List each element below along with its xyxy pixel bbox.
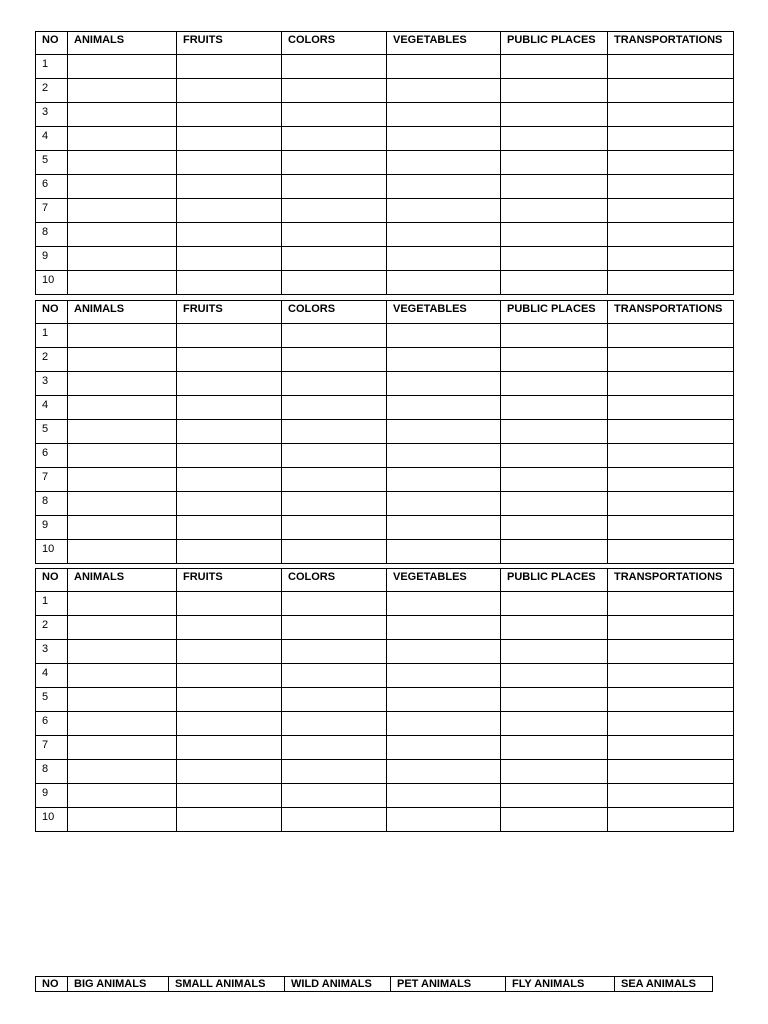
answer-cell[interactable]: [282, 712, 387, 736]
answer-cell[interactable]: [501, 808, 608, 832]
answer-cell[interactable]: [177, 396, 282, 420]
row-number: 6: [36, 175, 68, 199]
answer-cell[interactable]: [387, 223, 501, 247]
column-header: ANIMALS: [68, 569, 177, 592]
table-row: [36, 808, 734, 832]
answer-cell[interactable]: [501, 492, 608, 516]
answer-cell[interactable]: [608, 592, 734, 616]
column-header: NO: [36, 977, 68, 992]
column-header: ANIMALS: [68, 32, 177, 55]
table-row: [36, 324, 734, 348]
answer-cell[interactable]: [177, 468, 282, 492]
column-header: SEA ANIMALS: [615, 977, 713, 992]
answer-cell[interactable]: [608, 271, 734, 295]
animal-categories-table: [35, 976, 713, 992]
answer-cell[interactable]: [282, 199, 387, 223]
table-row: [36, 396, 734, 420]
table-header-row: [36, 569, 734, 592]
answer-cell[interactable]: [177, 372, 282, 396]
table-row: [36, 640, 734, 664]
answer-cell[interactable]: [282, 492, 387, 516]
row-number: 4: [36, 664, 68, 688]
answer-cell[interactable]: [177, 808, 282, 832]
answer-cell[interactable]: [387, 247, 501, 271]
answer-cell[interactable]: [608, 223, 734, 247]
table-row: [36, 784, 734, 808]
answer-cell[interactable]: [387, 103, 501, 127]
answer-cell[interactable]: [387, 348, 501, 372]
table-row: [36, 372, 734, 396]
answer-cell[interactable]: [608, 396, 734, 420]
answer-cell[interactable]: [608, 151, 734, 175]
answer-cell[interactable]: [68, 640, 177, 664]
answer-cell[interactable]: [608, 444, 734, 468]
answer-cell[interactable]: [177, 324, 282, 348]
answer-cell[interactable]: [387, 516, 501, 540]
answer-cell[interactable]: [387, 688, 501, 712]
answer-cell[interactable]: [177, 199, 282, 223]
answer-cell[interactable]: [387, 808, 501, 832]
answer-cell[interactable]: [282, 151, 387, 175]
answer-cell[interactable]: [282, 175, 387, 199]
answer-cell[interactable]: [387, 271, 501, 295]
answer-cell[interactable]: [387, 784, 501, 808]
table-header-row: [36, 977, 713, 992]
answer-cell[interactable]: [68, 199, 177, 223]
answer-cell[interactable]: [501, 372, 608, 396]
row-number: 6: [36, 712, 68, 736]
answer-cell[interactable]: [282, 79, 387, 103]
answer-cell[interactable]: [282, 516, 387, 540]
answer-cell[interactable]: [387, 540, 501, 564]
row-number: 9: [36, 516, 68, 540]
column-header: FRUITS: [177, 569, 282, 592]
answer-cell[interactable]: [501, 199, 608, 223]
answer-cell[interactable]: [282, 324, 387, 348]
answer-cell[interactable]: [177, 760, 282, 784]
table-header-row: [36, 32, 734, 55]
row-number: 8: [36, 492, 68, 516]
answer-cell[interactable]: [282, 396, 387, 420]
answer-cell[interactable]: [282, 420, 387, 444]
answer-cell[interactable]: [608, 55, 734, 79]
answer-cell[interactable]: [387, 79, 501, 103]
answer-cell[interactable]: [68, 444, 177, 468]
column-header: PUBLIC PLACES: [501, 569, 608, 592]
answer-cell[interactable]: [501, 784, 608, 808]
answer-cell[interactable]: [387, 151, 501, 175]
answer-cell[interactable]: [608, 540, 734, 564]
answer-cell[interactable]: [177, 175, 282, 199]
row-number: 9: [36, 784, 68, 808]
column-header: BIG ANIMALS: [68, 977, 169, 992]
answer-cell[interactable]: [68, 664, 177, 688]
row-number: 2: [36, 79, 68, 103]
answer-cell[interactable]: [501, 592, 608, 616]
answer-cell[interactable]: [608, 324, 734, 348]
answer-cell[interactable]: [501, 468, 608, 492]
answer-cell[interactable]: [501, 516, 608, 540]
table-row: [36, 468, 734, 492]
answer-cell[interactable]: [282, 271, 387, 295]
column-header: NO: [36, 569, 68, 592]
answer-cell[interactable]: [608, 712, 734, 736]
answer-cell[interactable]: [68, 79, 177, 103]
answer-cell[interactable]: [608, 79, 734, 103]
answer-cell[interactable]: [387, 664, 501, 688]
table-row: [36, 616, 734, 640]
row-number: 7: [36, 468, 68, 492]
answer-cell[interactable]: [387, 712, 501, 736]
answer-cell[interactable]: [177, 247, 282, 271]
answer-cell[interactable]: [68, 324, 177, 348]
answer-cell[interactable]: [282, 468, 387, 492]
answer-cell[interactable]: [387, 592, 501, 616]
table-row: [36, 540, 734, 564]
row-number: 3: [36, 640, 68, 664]
answer-cell[interactable]: [68, 808, 177, 832]
answer-cell[interactable]: [387, 420, 501, 444]
answer-cell[interactable]: [501, 444, 608, 468]
table-row: [36, 760, 734, 784]
answer-cell[interactable]: [608, 640, 734, 664]
column-header: SMALL ANIMALS: [169, 977, 285, 992]
answer-cell[interactable]: [177, 223, 282, 247]
answer-cell[interactable]: [608, 736, 734, 760]
column-header: COLORS: [282, 301, 387, 324]
answer-cell[interactable]: [177, 420, 282, 444]
answer-cell[interactable]: [177, 55, 282, 79]
answer-cell[interactable]: [68, 151, 177, 175]
answer-cell[interactable]: [282, 103, 387, 127]
answer-cell[interactable]: [177, 540, 282, 564]
table-row: [36, 664, 734, 688]
table-row: [36, 592, 734, 616]
answer-cell[interactable]: [608, 103, 734, 127]
answer-cell[interactable]: [608, 760, 734, 784]
row-number: 10: [36, 540, 68, 564]
answer-cell[interactable]: [501, 324, 608, 348]
answer-cell[interactable]: [387, 372, 501, 396]
table-row: [36, 516, 734, 540]
answer-cell[interactable]: [282, 664, 387, 688]
answer-cell[interactable]: [608, 175, 734, 199]
table-row: [36, 420, 734, 444]
worksheet-table-1: [35, 31, 734, 295]
table-row: [36, 736, 734, 760]
answer-cell[interactable]: [608, 492, 734, 516]
answer-cell[interactable]: [177, 79, 282, 103]
row-number: 5: [36, 151, 68, 175]
answer-cell[interactable]: [282, 736, 387, 760]
answer-cell[interactable]: [501, 247, 608, 271]
answer-cell[interactable]: [501, 712, 608, 736]
column-header: NO: [36, 301, 68, 324]
row-number: 4: [36, 396, 68, 420]
table-row: [36, 712, 734, 736]
answer-cell[interactable]: [608, 808, 734, 832]
answer-cell[interactable]: [177, 127, 282, 151]
column-header: VEGETABLES: [387, 32, 501, 55]
answer-cell[interactable]: [501, 348, 608, 372]
answer-cell[interactable]: [501, 271, 608, 295]
answer-cell[interactable]: [501, 396, 608, 420]
column-header: TRANSPORTATIONS: [608, 569, 734, 592]
answer-cell[interactable]: [608, 372, 734, 396]
column-header: NO: [36, 32, 68, 55]
answer-cell[interactable]: [68, 736, 177, 760]
table-row: [36, 55, 734, 79]
answer-cell[interactable]: [501, 223, 608, 247]
table-row: [36, 271, 734, 295]
answer-cell[interactable]: [501, 640, 608, 664]
answer-cell[interactable]: [501, 55, 608, 79]
answer-cell[interactable]: [282, 372, 387, 396]
column-header: FRUITS: [177, 32, 282, 55]
answer-cell[interactable]: [282, 760, 387, 784]
answer-cell[interactable]: [608, 127, 734, 151]
table-row: [36, 199, 734, 223]
answer-cell[interactable]: [177, 516, 282, 540]
answer-cell[interactable]: [282, 223, 387, 247]
row-number: 2: [36, 616, 68, 640]
answer-cell[interactable]: [608, 784, 734, 808]
table-row: [36, 103, 734, 127]
answer-cell[interactable]: [608, 688, 734, 712]
row-number: 5: [36, 688, 68, 712]
row-number: 4: [36, 127, 68, 151]
answer-cell[interactable]: [387, 127, 501, 151]
answer-cell[interactable]: [177, 444, 282, 468]
row-number: 9: [36, 247, 68, 271]
answer-cell[interactable]: [387, 444, 501, 468]
answer-cell[interactable]: [501, 175, 608, 199]
answer-cell[interactable]: [501, 688, 608, 712]
table-row: [36, 247, 734, 271]
row-number: 8: [36, 760, 68, 784]
answer-cell[interactable]: [68, 688, 177, 712]
row-number: 7: [36, 199, 68, 223]
answer-cell[interactable]: [387, 736, 501, 760]
answer-cell[interactable]: [68, 175, 177, 199]
table-row: [36, 444, 734, 468]
answer-cell[interactable]: [68, 396, 177, 420]
answer-cell[interactable]: [387, 616, 501, 640]
answer-cell[interactable]: [608, 664, 734, 688]
answer-cell[interactable]: [501, 664, 608, 688]
answer-cell[interactable]: [177, 271, 282, 295]
column-header: FLY ANIMALS: [506, 977, 615, 992]
answer-cell[interactable]: [387, 55, 501, 79]
answer-cell[interactable]: [68, 540, 177, 564]
answer-cell[interactable]: [177, 640, 282, 664]
column-header: FRUITS: [177, 301, 282, 324]
answer-cell[interactable]: [68, 55, 177, 79]
answer-cell[interactable]: [387, 492, 501, 516]
row-number: 2: [36, 348, 68, 372]
answer-cell[interactable]: [387, 640, 501, 664]
answer-cell[interactable]: [501, 103, 608, 127]
answer-cell[interactable]: [177, 736, 282, 760]
answer-cell[interactable]: [387, 396, 501, 420]
answer-cell[interactable]: [68, 760, 177, 784]
answer-cell[interactable]: [501, 616, 608, 640]
answer-cell[interactable]: [68, 516, 177, 540]
table-row: [36, 348, 734, 372]
answer-cell[interactable]: [282, 444, 387, 468]
row-number: 8: [36, 223, 68, 247]
answer-cell[interactable]: [282, 592, 387, 616]
answer-cell[interactable]: [501, 151, 608, 175]
answer-cell[interactable]: [501, 736, 608, 760]
answer-cell[interactable]: [177, 151, 282, 175]
answer-cell[interactable]: [387, 324, 501, 348]
row-number: 10: [36, 808, 68, 832]
answer-cell[interactable]: [68, 247, 177, 271]
answer-cell[interactable]: [177, 103, 282, 127]
answer-cell[interactable]: [282, 55, 387, 79]
answer-cell[interactable]: [68, 592, 177, 616]
table-row: [36, 79, 734, 103]
answer-cell[interactable]: [68, 127, 177, 151]
column-header: VEGETABLES: [387, 569, 501, 592]
row-number: 3: [36, 372, 68, 396]
answer-cell[interactable]: [68, 492, 177, 516]
answer-cell[interactable]: [608, 420, 734, 444]
answer-cell[interactable]: [68, 271, 177, 295]
worksheet-table-2: [35, 300, 734, 564]
answer-cell[interactable]: [68, 372, 177, 396]
answer-cell[interactable]: [608, 348, 734, 372]
answer-cell[interactable]: [68, 468, 177, 492]
answer-cell[interactable]: [387, 175, 501, 199]
table-row: [36, 688, 734, 712]
answer-cell[interactable]: [177, 348, 282, 372]
table-row: [36, 223, 734, 247]
answer-cell[interactable]: [501, 79, 608, 103]
answer-cell[interactable]: [68, 616, 177, 640]
table-row: [36, 175, 734, 199]
answer-cell[interactable]: [282, 688, 387, 712]
answer-cell[interactable]: [68, 784, 177, 808]
answer-cell[interactable]: [68, 223, 177, 247]
answer-cell[interactable]: [68, 712, 177, 736]
row-number: 10: [36, 271, 68, 295]
answer-cell[interactable]: [177, 616, 282, 640]
answer-cell[interactable]: [608, 468, 734, 492]
column-header: PUBLIC PLACES: [501, 301, 608, 324]
answer-cell[interactable]: [282, 808, 387, 832]
answer-cell[interactable]: [282, 640, 387, 664]
answer-cell[interactable]: [387, 199, 501, 223]
answer-cell[interactable]: [282, 540, 387, 564]
answer-cell[interactable]: [282, 784, 387, 808]
answer-cell[interactable]: [68, 103, 177, 127]
column-header: TRANSPORTATIONS: [608, 301, 734, 324]
answer-cell[interactable]: [177, 592, 282, 616]
row-number: 3: [36, 103, 68, 127]
answer-cell[interactable]: [177, 492, 282, 516]
column-header: PUBLIC PLACES: [501, 32, 608, 55]
answer-cell[interactable]: [68, 420, 177, 444]
answer-cell[interactable]: [68, 348, 177, 372]
column-header: TRANSPORTATIONS: [608, 32, 734, 55]
table-row: [36, 151, 734, 175]
answer-cell[interactable]: [282, 616, 387, 640]
answer-cell[interactable]: [177, 664, 282, 688]
answer-cell[interactable]: [501, 127, 608, 151]
column-header: COLORS: [282, 32, 387, 55]
row-number: 1: [36, 55, 68, 79]
row-number: 7: [36, 736, 68, 760]
worksheet-table-3: [35, 568, 734, 832]
row-number: 6: [36, 444, 68, 468]
table-header-row: [36, 301, 734, 324]
answer-cell[interactable]: [387, 468, 501, 492]
answer-cell[interactable]: [387, 760, 501, 784]
row-number: 5: [36, 420, 68, 444]
answer-cell[interactable]: [608, 616, 734, 640]
answer-cell[interactable]: [608, 516, 734, 540]
answer-cell[interactable]: [501, 540, 608, 564]
column-header: COLORS: [282, 569, 387, 592]
answer-cell[interactable]: [177, 784, 282, 808]
row-number: 1: [36, 592, 68, 616]
column-header: VEGETABLES: [387, 301, 501, 324]
answer-cell[interactable]: [608, 199, 734, 223]
answer-cell[interactable]: [282, 247, 387, 271]
column-header: WILD ANIMALS: [285, 977, 391, 992]
row-number: 1: [36, 324, 68, 348]
answer-cell[interactable]: [177, 712, 282, 736]
answer-cell[interactable]: [501, 760, 608, 784]
answer-cell[interactable]: [177, 688, 282, 712]
answer-cell[interactable]: [608, 247, 734, 271]
table-row: [36, 127, 734, 151]
answer-cell[interactable]: [282, 127, 387, 151]
answer-cell[interactable]: [501, 420, 608, 444]
column-header: ANIMALS: [68, 301, 177, 324]
column-header: PET ANIMALS: [391, 977, 506, 992]
table-row: [36, 492, 734, 516]
answer-cell[interactable]: [282, 348, 387, 372]
